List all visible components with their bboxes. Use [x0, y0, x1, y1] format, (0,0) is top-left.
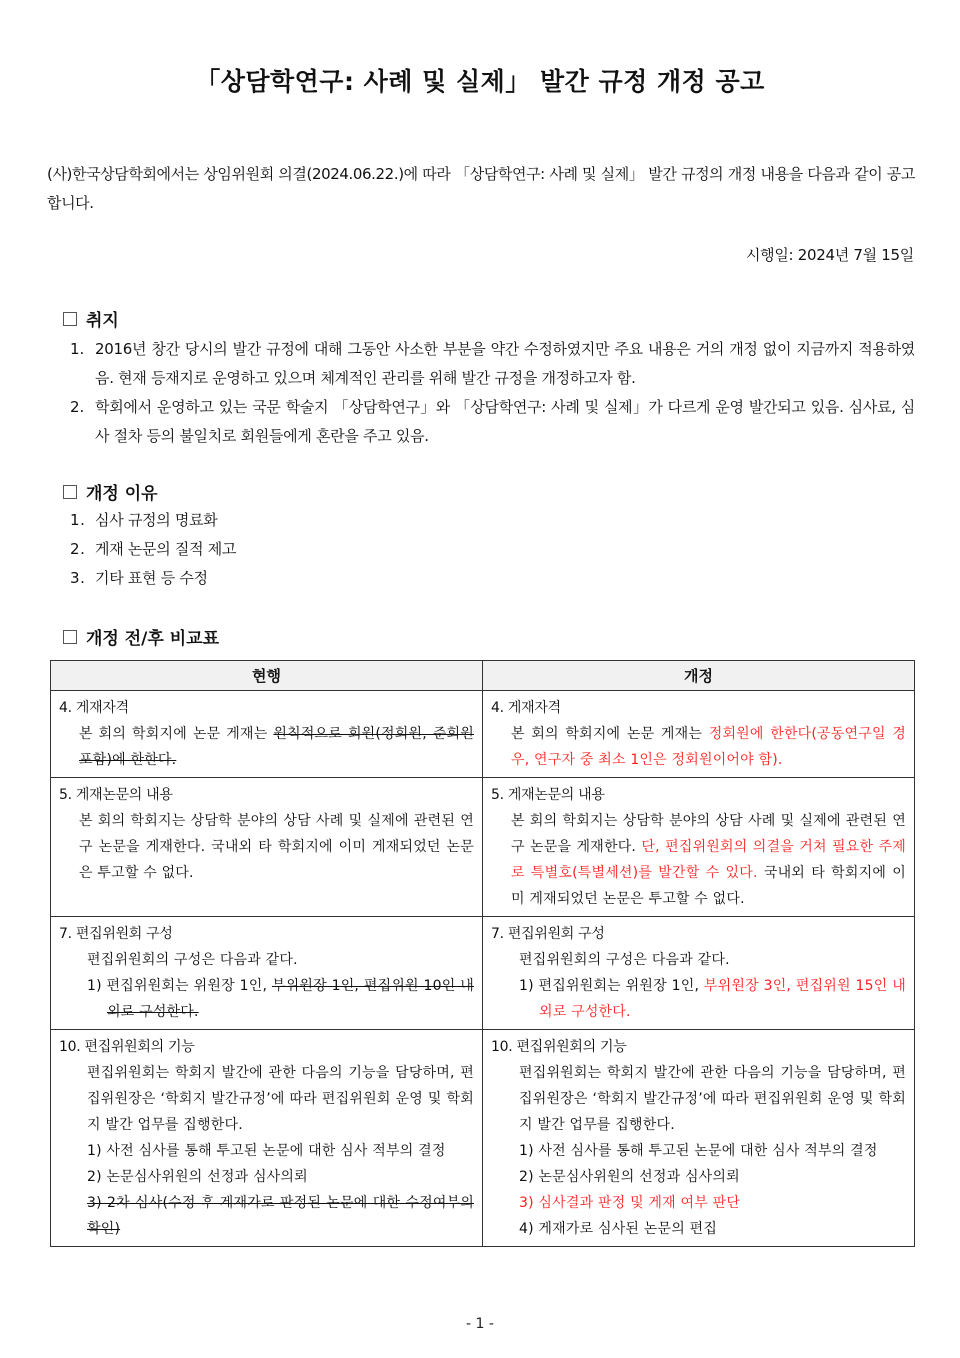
body-item: 4) 게재가로 심사된 논문의 편집 — [519, 1221, 718, 1237]
article-body — [491, 1060, 906, 1242]
checkbox-icon — [63, 630, 77, 644]
list-item-number: 1. — [70, 340, 85, 358]
table-row — [51, 778, 915, 917]
table-header-row — [51, 661, 915, 691]
effective-date: 시행일: 2024년 7월 15일 — [745, 246, 914, 264]
body-item: 1) 사전 심사를 통해 투고된 논문에 대한 심사 적부의 결정 — [87, 1143, 446, 1159]
list-item-text: 2016년 창간 당시의 발간 규정에 대해 그동안 사소한 부분을 약간 수정하였지만 주요 내용은 거의 개정 없이 지금까지 적용하였음. 현재 등재지로 운영하고 있으며 체계적인 관리를 위해 발간 규정을 개정하고자 함. — [95, 340, 915, 387]
list-item-text: 기타 표현 등 수정 — [95, 569, 208, 587]
article-body — [59, 1060, 474, 1242]
comparison-table — [50, 660, 915, 1247]
article-body — [491, 947, 906, 1025]
deleted-item: 3) 2차 심사(수정 후 게재가로 판정된 논문에 대한 수정여부의 확인) — [87, 1195, 474, 1237]
article-title: 5. 게재논문의 내용 — [491, 787, 605, 803]
article-title: 4. 게재자격 — [491, 700, 561, 716]
article-body — [59, 947, 474, 1025]
revised-cell — [483, 691, 915, 778]
list-item-text: 심사 규정의 명료화 — [95, 511, 218, 529]
body-intro: 편집위원회는 학회지 발간에 관한 다음의 기능을 담당하며, 편집위원장은 ‘학회지 발간규정’에 따라 편집위원회 운영 및 학회지 발간 업무를 집행한다. — [87, 1065, 474, 1133]
article-title: 7. 편집위원회 구성 — [491, 926, 605, 942]
body-text: 본 회의 학회지는 상담학 분야의 상담 사례 및 실제에 관련된 연구 논문을 게재한다. — [511, 813, 906, 855]
section-heading-purpose — [63, 306, 119, 331]
body-intro: 편집위원회는 학회지 발간에 관한 다음의 기능을 담당하며, 편집위원장은 ‘학회지 발간규정’에 따라 편집위원회 운영 및 학회지 발간 업무를 집행한다. — [519, 1065, 906, 1133]
table-row — [51, 917, 915, 1030]
added-text: 단, 편집위원회의 의결을 거쳐 필요한 주제로 특별호(특별세션)를 발간할 수 있다. — [511, 839, 906, 881]
page-title: 「상담학연구: 사례 및 실제」 발간 규정 개정 공고 — [195, 67, 765, 96]
list-item — [70, 506, 915, 535]
page-number: - 1 - — [466, 1316, 494, 1332]
article-body — [59, 721, 474, 773]
checkbox-icon — [63, 312, 77, 326]
list-item — [70, 393, 915, 451]
section-heading-comparison — [63, 624, 219, 649]
purpose-list — [70, 335, 915, 451]
added-text: 정회원에 한한다(공동연구일 경우, 연구자 중 최소 1인은 정회원이어야 함). — [511, 726, 906, 768]
list-item — [70, 564, 915, 593]
section-heading-label: 개정 이유 — [86, 484, 158, 504]
body-item: 1) 사전 심사를 통해 투고된 논문에 대한 심사 적부의 결정 — [519, 1143, 878, 1159]
body-text: 본 회의 학회지에 논문 게재는 — [79, 726, 274, 742]
body-item: 2) 논문심사위원의 선정과 심사의뢰 — [519, 1169, 740, 1185]
article-title: 4. 게재자격 — [59, 700, 129, 716]
column-header-current: 현행 — [51, 661, 483, 691]
list-item-number: 2. — [70, 540, 86, 558]
list-item-number: 3. — [70, 569, 86, 587]
list-item — [70, 335, 915, 393]
added-item: 3) 심사결과 판정 및 게재 여부 판단 — [519, 1195, 741, 1211]
deleted-text: 부위원장 1인, 편집위원 10인 내외로 구성한다. — [107, 978, 474, 1020]
list-item-text: 학회에서 운영하고 있는 국문 학술지 「상담학연구」와 「상담학연구: 사례 및 실제」가 다르게 운영 발간되고 있음. 심사료, 심사 절차 등의 불일치로 회원들에게 혼란을 주고 있음. — [95, 398, 915, 445]
intro-paragraph: (사)한국상담학회에서는 상임위원회 의결(2024.06.22.)에 따라 「상담학연구: 사례 및 실제」 발간 규정의 개정 내용을 다음과 같이 공고합니다. — [47, 165, 915, 212]
body-text: 본 회의 학회지는 상담학 분야의 상담 사례 및 실제에 관련된 연구 논문을 게재한다. 국내외 타 학회지에 이미 게재되었던 논문은 투고할 수 없다. — [79, 813, 474, 881]
section-heading-reasons — [63, 479, 158, 504]
column-header-revised: 개정 — [483, 661, 915, 691]
added-text: 부위원장 3인, 편집위원 15인 내외로 구성한다. — [539, 978, 906, 1020]
article-title: 10. 편집위원회의 기능 — [491, 1039, 627, 1055]
current-cell — [51, 778, 483, 917]
article-body — [59, 808, 474, 886]
article-body — [491, 721, 906, 773]
list-item-number: 2. — [70, 398, 85, 416]
list-item-text: 게재 논문의 질적 제고 — [95, 540, 237, 558]
body-item — [87, 973, 474, 1025]
section-heading-label: 취지 — [86, 311, 119, 331]
deleted-text: 원칙적으로 회원(정회원, 준회원 포함)에 한한다. — [79, 726, 474, 768]
current-cell — [51, 1030, 483, 1247]
revised-cell — [483, 778, 915, 917]
body-intro: 편집위원회의 구성은 다음과 같다. — [87, 952, 298, 968]
body-item — [519, 973, 906, 1025]
article-title: 5. 게재논문의 내용 — [59, 787, 173, 803]
current-cell — [51, 691, 483, 778]
list-item-number: 1. — [70, 511, 86, 529]
revised-cell — [483, 917, 915, 1030]
body-item: 2) 논문심사위원의 선정과 심사의뢰 — [87, 1169, 308, 1185]
reasons-list — [70, 506, 915, 593]
body-text-tail: 국내외 타 학회지에 이미 게재되었던 논문은 투고할 수 없다. — [511, 865, 906, 907]
article-body — [491, 808, 906, 912]
article-title: 7. 편집위원회 구성 — [59, 926, 173, 942]
checkbox-icon — [63, 485, 77, 499]
body-text: 1) 편집위원회는 위원장 1인, — [519, 978, 704, 994]
body-text: 1) 편집위원회는 위원장 1인, — [87, 978, 272, 994]
current-cell — [51, 917, 483, 1030]
table-row — [51, 1030, 915, 1247]
revised-cell — [483, 1030, 915, 1247]
body-text: 본 회의 학회지에 논문 게재는 — [511, 726, 709, 742]
table-row — [51, 691, 915, 778]
list-item — [70, 535, 915, 564]
article-title: 10. 편집위원회의 기능 — [59, 1039, 195, 1055]
body-intro: 편집위원회의 구성은 다음과 같다. — [519, 952, 730, 968]
section-heading-label: 개정 전/후 비교표 — [86, 629, 219, 649]
